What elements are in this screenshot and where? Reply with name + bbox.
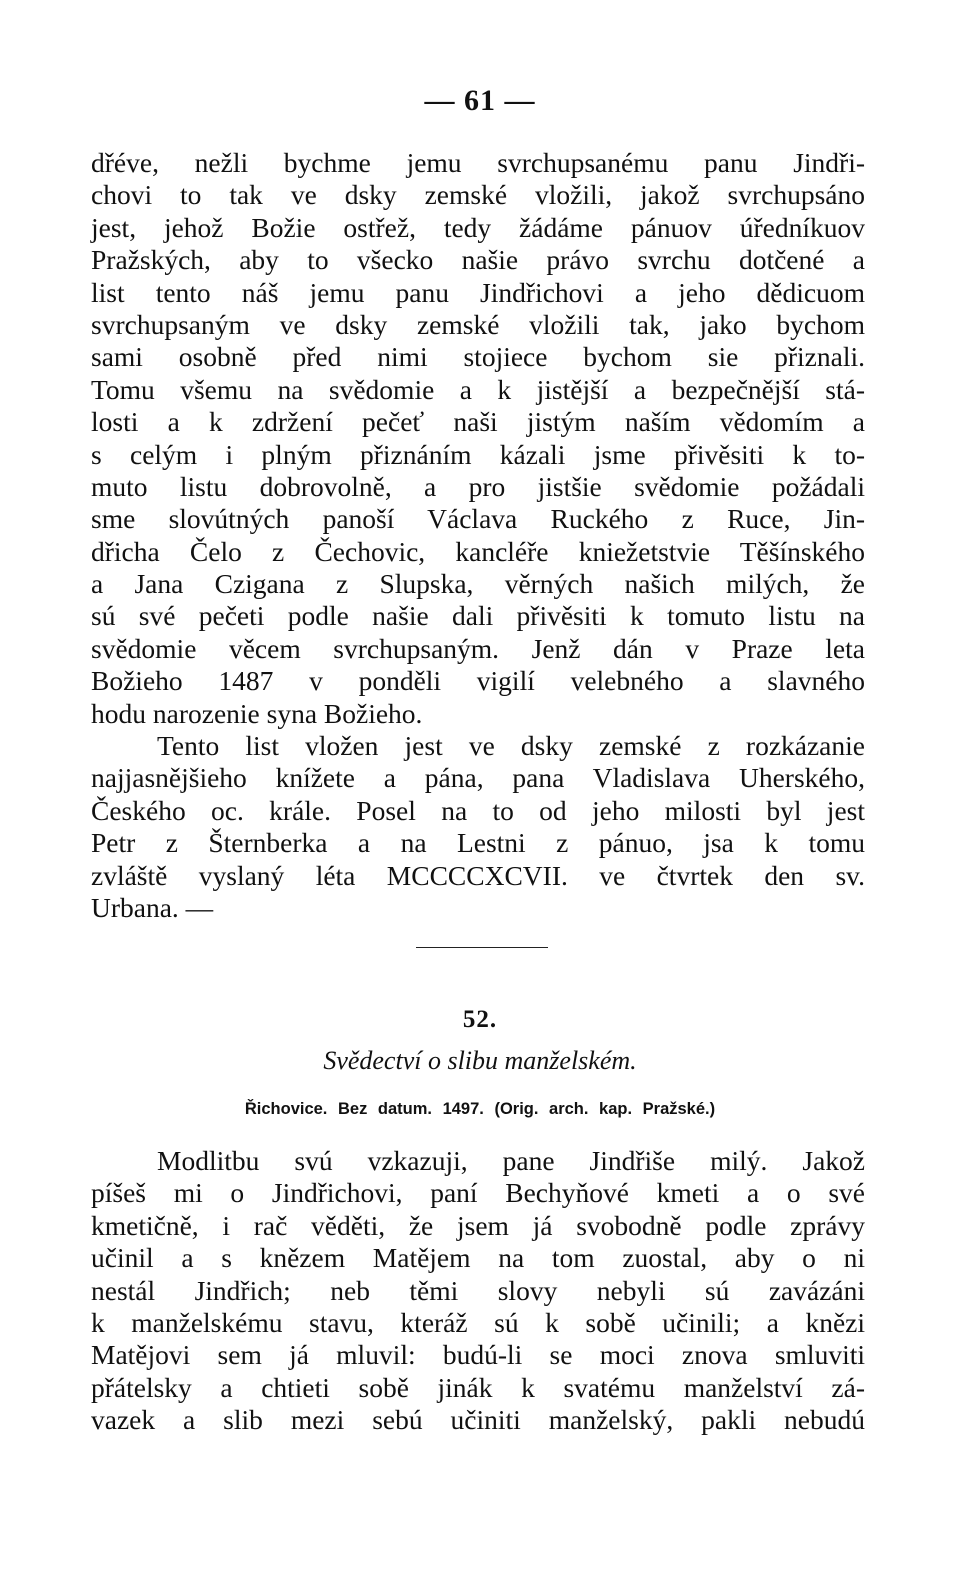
text-line: Božieho 1487 v ponděli vigilí velebného a slavného <box>91 665 865 697</box>
text-line: dřicha Čelo z Čechovic, kancléře kniežetstvie Těšínského <box>91 535 865 567</box>
text-line: k manželskému stavu, kteráž sú k sobě učinili; a knězi <box>91 1306 865 1338</box>
text-line: a Jana Czigana z Slupska, věrných našich milých, že <box>91 568 865 600</box>
text-line: svědomie věcem svrchupsaným. Jenž dán v Praze leta <box>91 632 865 664</box>
text-line: chovi to tak ve dsky zemské vložili, jakož svrchupsáno <box>91 179 865 211</box>
text-line: Českého oc. krále. Posel na to od jeho milosti byl jest <box>91 794 865 826</box>
text-line: losti a k zdržení pečeť naši jistým naším vědomím a <box>91 406 865 438</box>
text-line: sme slovútných panoší Václava Ruckého z Ruce, Jin- <box>91 503 865 535</box>
text-line: zvláště vyslaný léta MCCCCXCVII. ve čtvrtek den sv. <box>91 859 865 891</box>
text-line: muto listu dobrovolně, a pro jistšie svědomie požádali <box>91 470 865 502</box>
text-line: nestál Jindřich; neb těmi slovy nebyli sú zavázáni <box>91 1274 865 1306</box>
text-line: sú své pečeti podle našie dali přivěsiti k tomuto listu na <box>91 600 865 632</box>
text-line: Tomu všemu na svědomie a k jistější a bezpečnější stá- <box>91 373 865 405</box>
text-line: učinil a s knězem Matějem na tom zuostal, aby o ni <box>91 1242 865 1274</box>
document-title: Svědectví o slibu manželském. <box>323 1046 637 1075</box>
document-number: 52. <box>462 1006 498 1033</box>
text-line: přátelsky a chtieti sobě jinák k svatému manželství zá- <box>91 1371 865 1403</box>
text-line: Pražských, aby to všecko našie právo svrchu dotčené a <box>91 244 865 276</box>
page-number: — 61 — <box>424 84 536 117</box>
text-line: najjasnějšieho knížete a pána, pana Vladislava Uherského, <box>91 762 865 794</box>
text-line: s celým i plným přiznáním kázali jsme přivěsiti k to- <box>91 438 865 470</box>
text-line: jest, jehož Božie ostřež, tedy žádáme pánuov úředníkuov <box>91 211 865 243</box>
document-body-text <box>91 1145 865 1437</box>
text-line: list tento náš jemu panu Jindřichovi a jeho dědicuom <box>91 276 865 308</box>
text-line: píšeš mi o Jindřichovi, paní Bechyňové kmeti a o své <box>91 1177 865 1209</box>
text-line: Tento list vložen jest ve dsky zemské z rozkázanie <box>157 730 865 762</box>
text-line: Modlitbu svú vzkazuji, pane Jindřiše milý. Jakož <box>157 1145 865 1176</box>
text-line: dřéve, nežli bychme jemu svrchupsanému panu Jindři- <box>91 147 865 178</box>
section-divider <box>416 947 548 948</box>
text-line: Urbana. — <box>91 891 214 923</box>
text-line: Petr z Šternberka a na Lestni z pánuo, jsa k tomu <box>91 827 865 859</box>
text-line: svrchupsaným ve dsky zemské vložili tak, jako bychom <box>91 308 865 340</box>
text-line: vazek a slib mezi sebú učiniti manželský, pakli nebudú <box>91 1404 865 1436</box>
previous-document-text <box>91 147 865 924</box>
text-line: Matějovi sem já mluvil: budú-li se moci znova smluviti <box>91 1339 865 1371</box>
text-line: kmetičně, i rač věděti, že jsem já svobodně podle zprávy <box>91 1209 865 1241</box>
document-source-note: Řichovice. Bez datum. 1497. (Orig. arch. kap. Pražské.) <box>244 1100 716 1118</box>
text-line: sami osobně před nimi stojiece bychom sie přiznali. <box>91 341 865 373</box>
text-line: hodu narozenie syna Božieho. <box>91 697 423 729</box>
